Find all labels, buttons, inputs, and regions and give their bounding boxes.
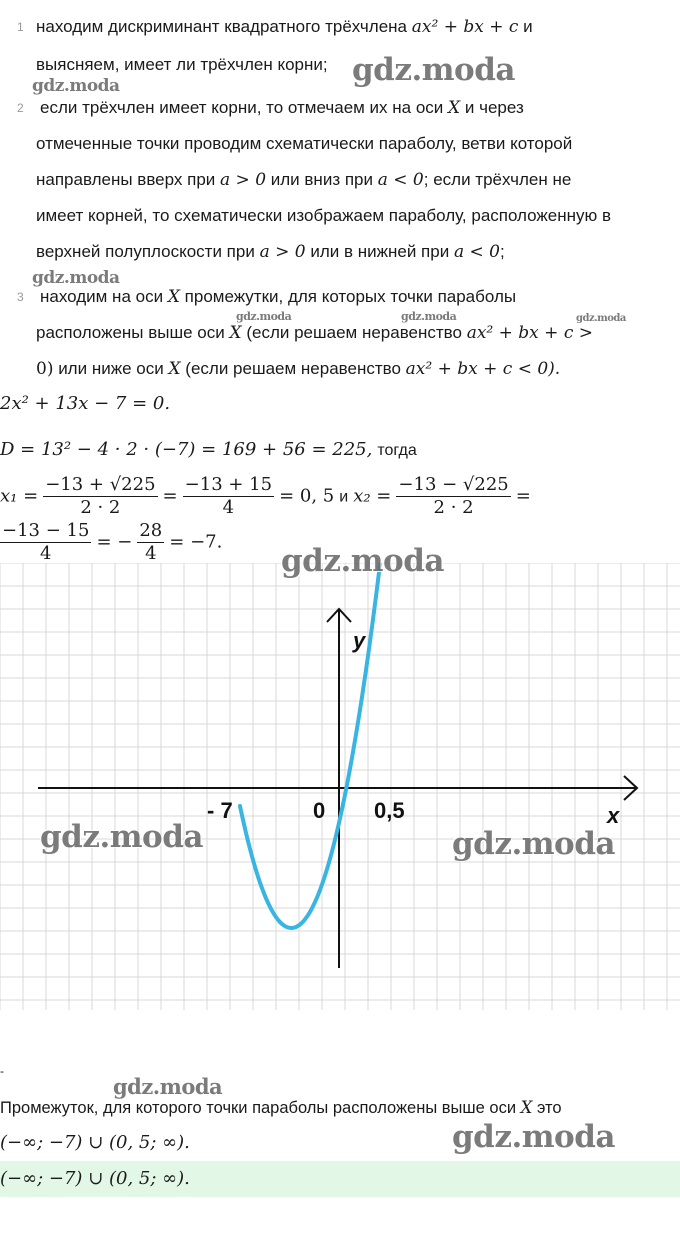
tick-label-minus-7: - 7 — [207, 798, 233, 823]
fraction: $\frac{-13 - 15}{4}$ — [2, 520, 90, 564]
tick-label-origin: 0 — [313, 798, 326, 823]
y-axis-label: y — [353, 628, 366, 653]
root-x2-row: $\frac{-13 - 15}{4}$ = − $\frac{28}{4}$ = −7. — [2, 520, 223, 564]
step-2-line-5: верхней полуплоскости при a > 0 или в нижней при a < 0; — [36, 242, 505, 262]
step-number: 3 — [17, 290, 24, 304]
separator-dash: - — [0, 1064, 4, 1078]
x-axis-label: x — [607, 803, 620, 828]
conclusion-interval: (−∞; −7) ∪ (0, 5; ∞). — [0, 1132, 190, 1153]
watermark: gdz.moda — [452, 1119, 615, 1155]
step-3-line-1: находим на оси X промежутки, для которых точки параболы — [40, 287, 517, 307]
watermark: gdz.moda — [236, 310, 292, 323]
watermark: gdz.moda — [113, 1074, 223, 1099]
equation: 2x² + 13x − 7 = 0. — [0, 393, 171, 414]
step-2-line-2: отмеченные точки проводим схематически параболу, ветви которой — [36, 134, 573, 153]
step-number: 1 — [17, 20, 24, 34]
parabola-curve — [240, 563, 398, 928]
fraction: $\frac{-13 + √225}{2 \cdot 2}$ — [45, 474, 156, 518]
step-3-line-2: расположены выше оси X (если решаем неравенство ax² + bx + c > — [36, 323, 593, 343]
fraction: $\frac{28}{4}$ — [139, 520, 163, 564]
watermark: gdz.moda — [401, 310, 457, 323]
watermark: gdz.moda — [352, 52, 515, 88]
watermark: gdz.moda — [576, 313, 626, 324]
step-number: 2 — [17, 101, 24, 115]
watermark: gdz.moda — [281, 543, 444, 579]
fraction: $\frac{-13 - √225}{2 \cdot 2}$ — [398, 474, 509, 518]
step-3-line-3: 0) или ниже оси X (если решаем неравенство ax² + bx + c < 0). — [36, 359, 561, 379]
watermark: gdz.moda — [32, 76, 120, 96]
step-2-line-4: имеет корней, то схематически изображаем параболу, расположенную в — [36, 206, 612, 225]
root-x1-row: x₁ = $\frac{-13 + √225}{2 \cdot 2}$ = $\frac{-13 + 15}{4}$ = 0, 5 и x₂ = $\frac{-13 - √225}{2 \cdot 2}$ = — [0, 474, 531, 518]
step-1-line-2: выясняем, имеет ли трёхчлен корни; — [36, 55, 328, 74]
parabola-graph — [0, 563, 680, 1010]
answer: (−∞; −7) ∪ (0, 5; ∞). — [0, 1168, 190, 1189]
discriminant: D = 13² − 4 · 2 · (−7) = 169 + 56 = 225, тогда — [0, 439, 417, 460]
step-1-line-1: находим дискриминант квадратного трёхчлена ax² + bx + c и — [36, 17, 533, 37]
step-2-line-3: направлены вверх при a > 0 или вниз при a < 0; если трёхчлен не — [36, 170, 572, 190]
conclusion-text: Промежуток, для которого точки параболы расположены выше оси X это — [0, 1098, 562, 1117]
fraction: $\frac{-13 + 15}{4}$ — [184, 474, 273, 518]
watermark: gdz.moda — [40, 819, 203, 855]
tick-label-0-5: 0,5 — [374, 798, 405, 823]
step-2-line-1: если трёхчлен имеет корни, то отмечаем их на оси X и через — [40, 98, 524, 118]
watermark: gdz.moda — [32, 268, 120, 288]
watermark: gdz.moda — [452, 826, 615, 862]
